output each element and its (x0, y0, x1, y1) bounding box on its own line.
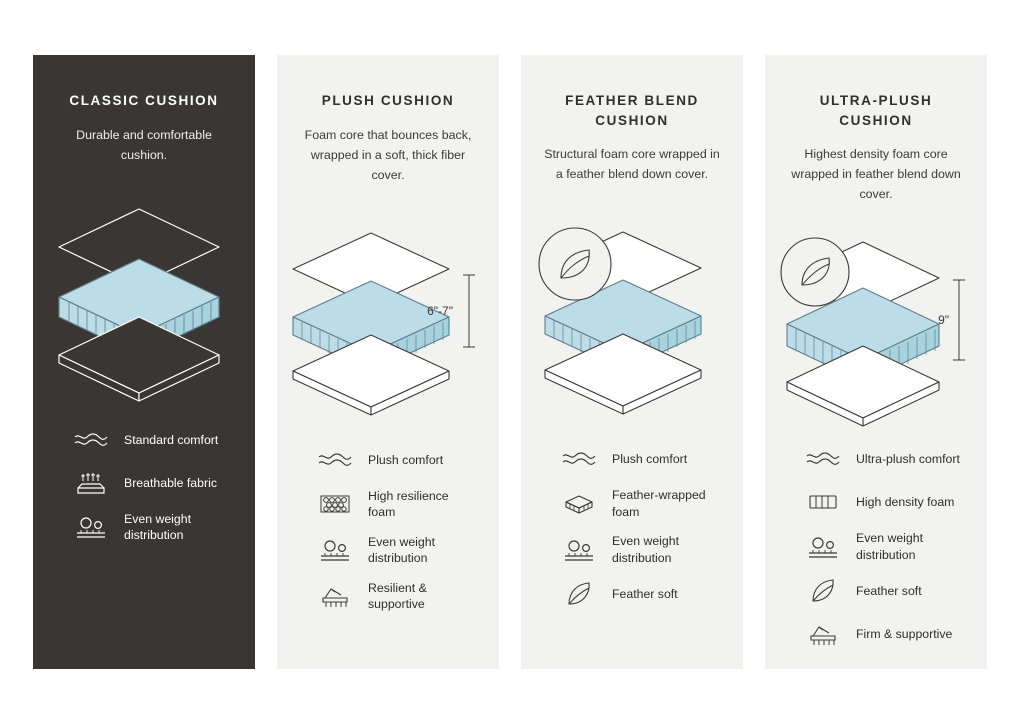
exploded-cushion-diagram-icon (771, 228, 981, 428)
feature-label: Feather soft (856, 583, 922, 598)
cushion-card-feather-blend[interactable] (521, 55, 743, 669)
feature-label: Ultra-plush comfort (856, 451, 960, 466)
honeycomb-foam-icon (315, 489, 355, 519)
feature-item (803, 619, 967, 649)
feature-label: Firm & supportive (856, 626, 953, 641)
exploded-cushion-diagram-icon (283, 219, 493, 419)
feature-label: High resilience foam (368, 488, 449, 520)
feature-item (71, 511, 235, 544)
feature-label: Resilient & supportive (368, 580, 427, 612)
feature-list (297, 445, 479, 613)
leaf-badge-icon (781, 238, 849, 306)
feather-icon (559, 579, 599, 609)
breathable-fabric-icon (71, 468, 111, 498)
feature-item (315, 534, 479, 567)
feature-item (315, 580, 479, 613)
feature-item (559, 533, 723, 566)
wave-lines-icon (559, 444, 599, 474)
feature-item (559, 579, 723, 609)
dimension-label: 6"-7" (427, 303, 453, 318)
feature-label: Even weight distribution (124, 511, 191, 543)
feature-label: Standard comfort (124, 432, 219, 447)
feature-list (785, 444, 967, 649)
card-title: PLUSH CUSHION (321, 93, 455, 108)
feature-label: Even weight distribution (368, 534, 435, 566)
feature-item (803, 530, 967, 563)
feature-label: High density foam (856, 494, 955, 509)
feature-list (53, 425, 235, 544)
cushion-illustration-plush (297, 199, 479, 439)
card-title: ULTRA-PLUSH CUSHION (819, 93, 933, 128)
high-density-foam-icon (803, 487, 843, 517)
wave-lines-icon (803, 444, 843, 474)
card-title: FEATHER BLEND CUSHION (565, 93, 699, 128)
dimension-label: 9" (938, 313, 949, 328)
feather-wrapped-foam-icon (559, 489, 599, 519)
exploded-cushion-diagram-icon (44, 199, 244, 399)
feature-label: Even weight distribution (856, 531, 923, 562)
even-weight-icon (315, 535, 355, 565)
feature-item (315, 488, 479, 521)
even-weight-icon (559, 535, 599, 565)
card-description: Highest density foam core wrapped in feather blend down cover. (791, 147, 961, 202)
feature-list (541, 444, 723, 609)
exploded-cushion-diagram-icon (527, 218, 737, 418)
feature-label: Plush comfort (612, 452, 688, 467)
feature-item (71, 425, 235, 455)
feature-label: Even weight distribution (612, 534, 679, 565)
card-description: Foam core that bounces back, wrapped in a soft, thick fiber cover. (304, 127, 472, 182)
even-weight-icon (71, 512, 111, 542)
feature-item (71, 468, 235, 498)
feature-label: Feather soft (612, 586, 678, 601)
cushion-card-list (33, 55, 991, 669)
feature-item (803, 444, 967, 474)
cushion-illustration-classic (53, 179, 235, 419)
feature-item (315, 445, 479, 475)
wave-lines-icon (315, 445, 355, 475)
feature-item (559, 487, 723, 520)
feather-icon (803, 576, 843, 606)
feature-item (803, 576, 967, 606)
feature-label: Breathable fabric (124, 475, 217, 490)
card-title: CLASSIC CUSHION (69, 93, 219, 108)
feature-item (803, 487, 967, 517)
wave-lines-icon (71, 425, 111, 455)
card-description: Durable and comfortable cushion. (76, 127, 212, 162)
feature-label: Plush comfort (368, 452, 444, 467)
cushion-illustration-feather-blend (541, 198, 723, 438)
cushion-card-plush[interactable] (277, 55, 499, 669)
supportive-chaise-icon (803, 619, 843, 649)
leaf-badge-icon (539, 228, 611, 300)
card-description: Structural foam core wrapped in a feather blend down cover. (544, 147, 720, 182)
even-weight-icon (803, 532, 843, 562)
cushion-card-classic[interactable] (33, 55, 255, 669)
cushion-card-ultra-plush[interactable] (765, 55, 987, 669)
feature-label: Feather-wrapped foam (612, 488, 706, 519)
cushion-illustration-ultra-plush (785, 218, 967, 438)
feature-item (559, 444, 723, 474)
supportive-chaise-icon (315, 581, 355, 611)
